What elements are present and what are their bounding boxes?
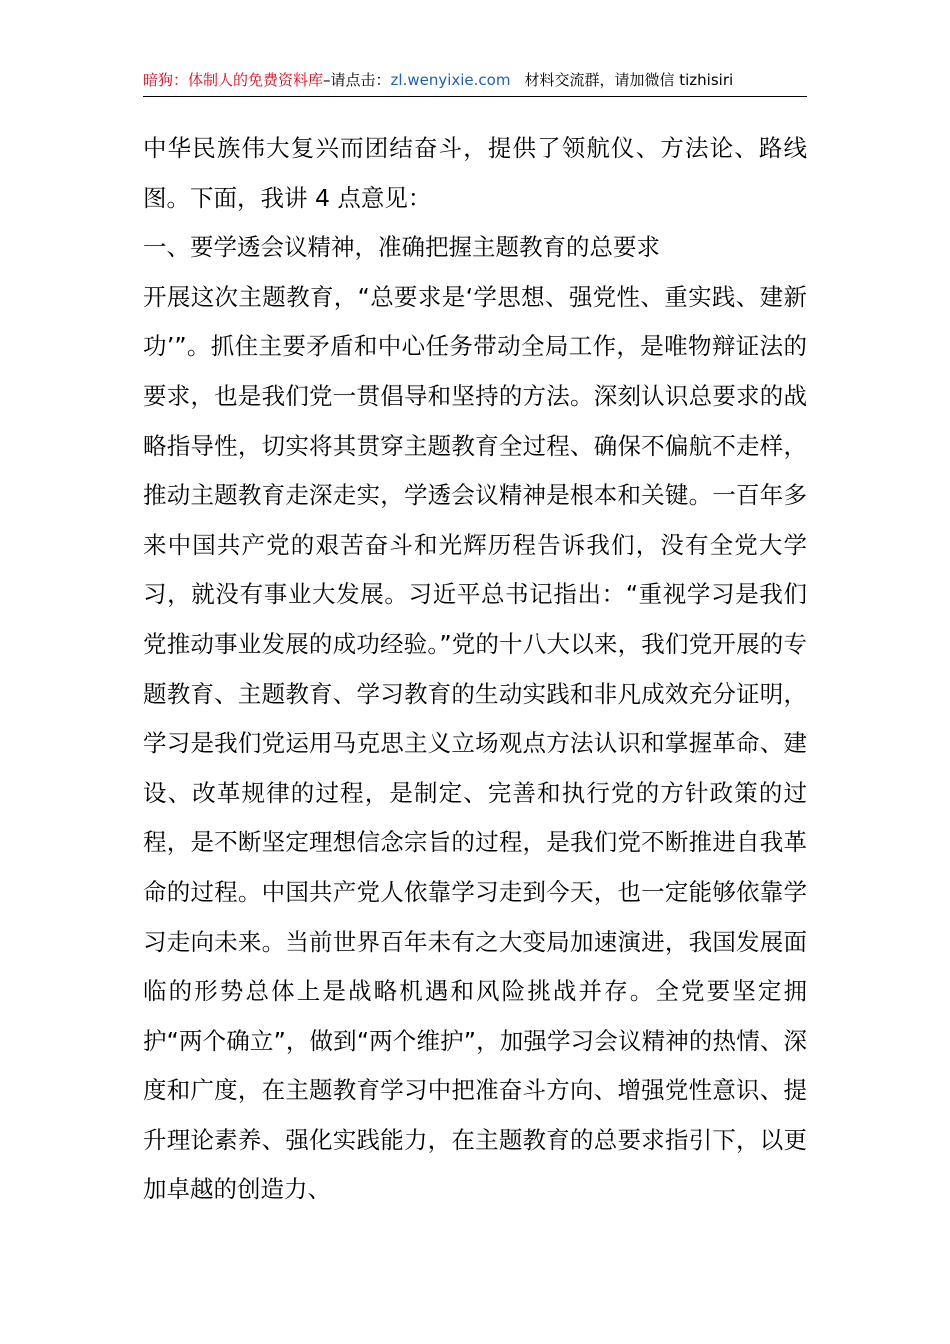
section-heading: 一、要学透会议精神，准确把握主题教育的总要求 [143,233,660,262]
document-body [143,124,807,1215]
page-header [143,64,807,97]
header-link[interactable]: zl.wenyixie.com [390,71,511,89]
header-click-prefix: –请点击： [323,71,391,89]
header-wechat-note: 材料交流群，请加微信 tizhisiri [524,71,734,89]
header-brand: 暗狗：体制人的免费资料库 [143,71,324,89]
paragraph-main: 开展这次主题教育，“总要求是‘学思想、强党性、重实践、建新功’”。抓住主要矛盾和中心任务带动全局工作，是唯物辩证法的要求，也是我们党一贯倡导和坚持的方法。深刻认识总要求的战略指导性，切实将其贯穿主题教育全过程、确保不偏航不走样，推动主题教育走深走实，学透会议精神是根本和关键。一百年多来中国共产党的艰苦奋斗和光辉历程告诉我们，没有全党大学习，就没有事业大发展。习近平总书记指出：“重视学习是我们党推动事业发展的成功经验。”党的十八大以来，我们党开展的专题教育、主题教育、学习教育的生动实践和非凡成效充分证明，学习是我们党运用马克思主义立场观点方法认识和掌握革命、建设、改革规律的过程，是制定、完善和执行党的方针政策的过程，是不断坚定理想信念宗旨的过程，是我们党不断推进自我革命的过程。中国共产党人依靠学习走到今天，也一定能够依靠学习走向未来。当前世界百年未有之大变局加速演进，我国发展面临的形势总体上是战略机遇和风险挑战并存。全党要坚定拥护“两个确立”，做到“两个维护”，加强学习会议精神的热情、深度和广度，在主题教育学习中把准奋斗方向、增强党性意识、提升理论素养、强化实践能力，在主题教育的总要求指引下，以更加卓越的创造力、 [143,282,807,1204]
paragraph-intro: 中华民族伟大复兴而团结奋斗，提供了领航仪、方法论、路线图。下面，我讲 4 点意见： [143,134,807,212]
